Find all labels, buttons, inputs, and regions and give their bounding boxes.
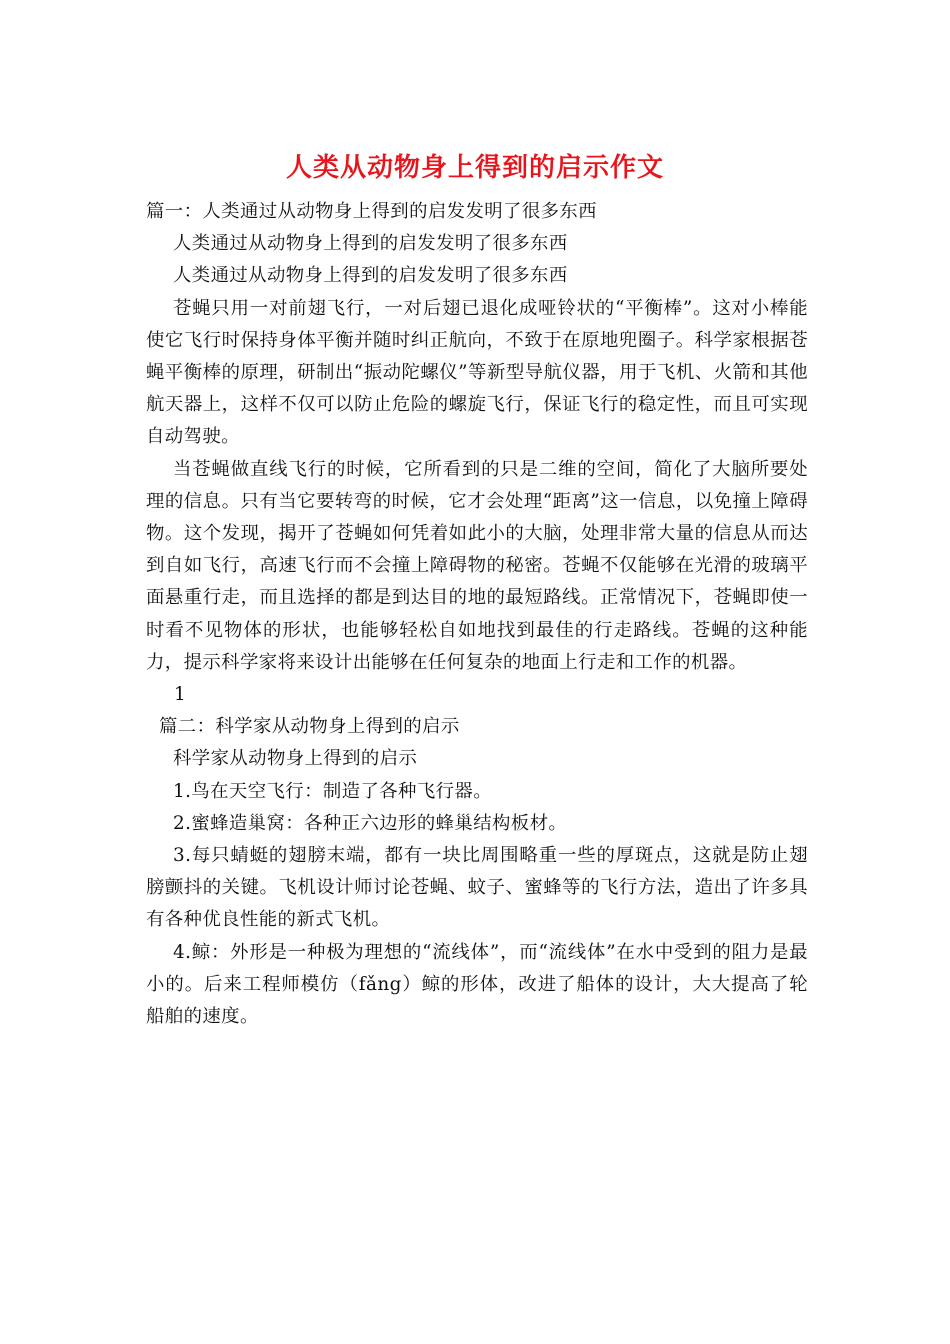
section-one-subtitle-repeat: 人类通过从动物身上得到的启发发明了很多东西 [173,265,568,287]
page-number: 1 [174,684,187,706]
list-item-dragonfly: 3.每只蜻蜓的翅膀末端，都有一块比周围略重一些的厚斑点，这就是防止翅膀颤抖的关键。飞机设计师讨论苍蝇、蚊子、蜜蜂等的飞行方法，造出了许多具有各种优良性能的新式飞机。 [146,845,808,931]
paragraph-fly-balance: 苍蝇只用一对前翅飞行，一对后翅已退化成哑铃状的“平衡棒”。这对小棒能使它飞行时保持身体平衡并随时纠正航向，不致于在原地兜圈子。科学家根据苍蝇平衡棒的原理，研制出“振动陀螺仪”等新型导航仪器，用于飞机、火箭和其他航天器上，这样不仅可以防止危险的螺旋飞行，保证飞行的稳定性，而且可实现自动驾驶。 [146,297,808,448]
document-body [146,196,808,1033]
section-one-heading: 篇一：人类通过从动物身上得到的启发发明了很多东西 [146,201,597,222]
section-two-subtitle: 科学家从动物身上得到的启示 [173,748,418,770]
section-two-heading: 篇二：科学家从动物身上得到的启示 [159,716,460,738]
paragraph-fly-vision: 当苍蝇做直线飞行的时候，它所看到的只是二维的空间，简化了大脑所要处理的信息。只有当它要转弯的时候，它才会处理“距离”这一信息，以免撞上障碍物。这个发现，揭开了苍蝇如何凭着如此小的大脑，处理非常大量的信息从而达到自如飞行，高速飞行而不会撞上障碍物的秘密。苍蝇不仅能够在光滑的玻璃平面悬重行走，而且选择的都是到达目的地的最短路线。正常情况下，苍蝇即使一时看不见物体的形状，也能够轻松自如地找到最佳的行走路线。苍蝇的这种能力，提示科学家将来设计出能够在任何复杂的地面上行走和工作的机器。 [146,458,808,673]
document-title: 人类从动物身上得到的启示作文 [285,153,664,183]
list-item-bird: 1.鸟在天空飞行：制造了各种飞行器。 [173,780,492,802]
section-one-subtitle: 人类通过从动物身上得到的启发发明了很多东西 [173,233,568,255]
list-item-whale: 4.鲸：外形是一种极为理想的“流线体”，而“流线体”在水中受到的阻力是最小的。后来工程师模仿（fǎng）鲸的形体，改进了船体的设计，大大提高了轮船舶的速度。 [146,941,808,1028]
list-item-bee: 2.蜜蜂造巢窝：各种正六边形的蜂巢结构板材。 [173,812,568,834]
